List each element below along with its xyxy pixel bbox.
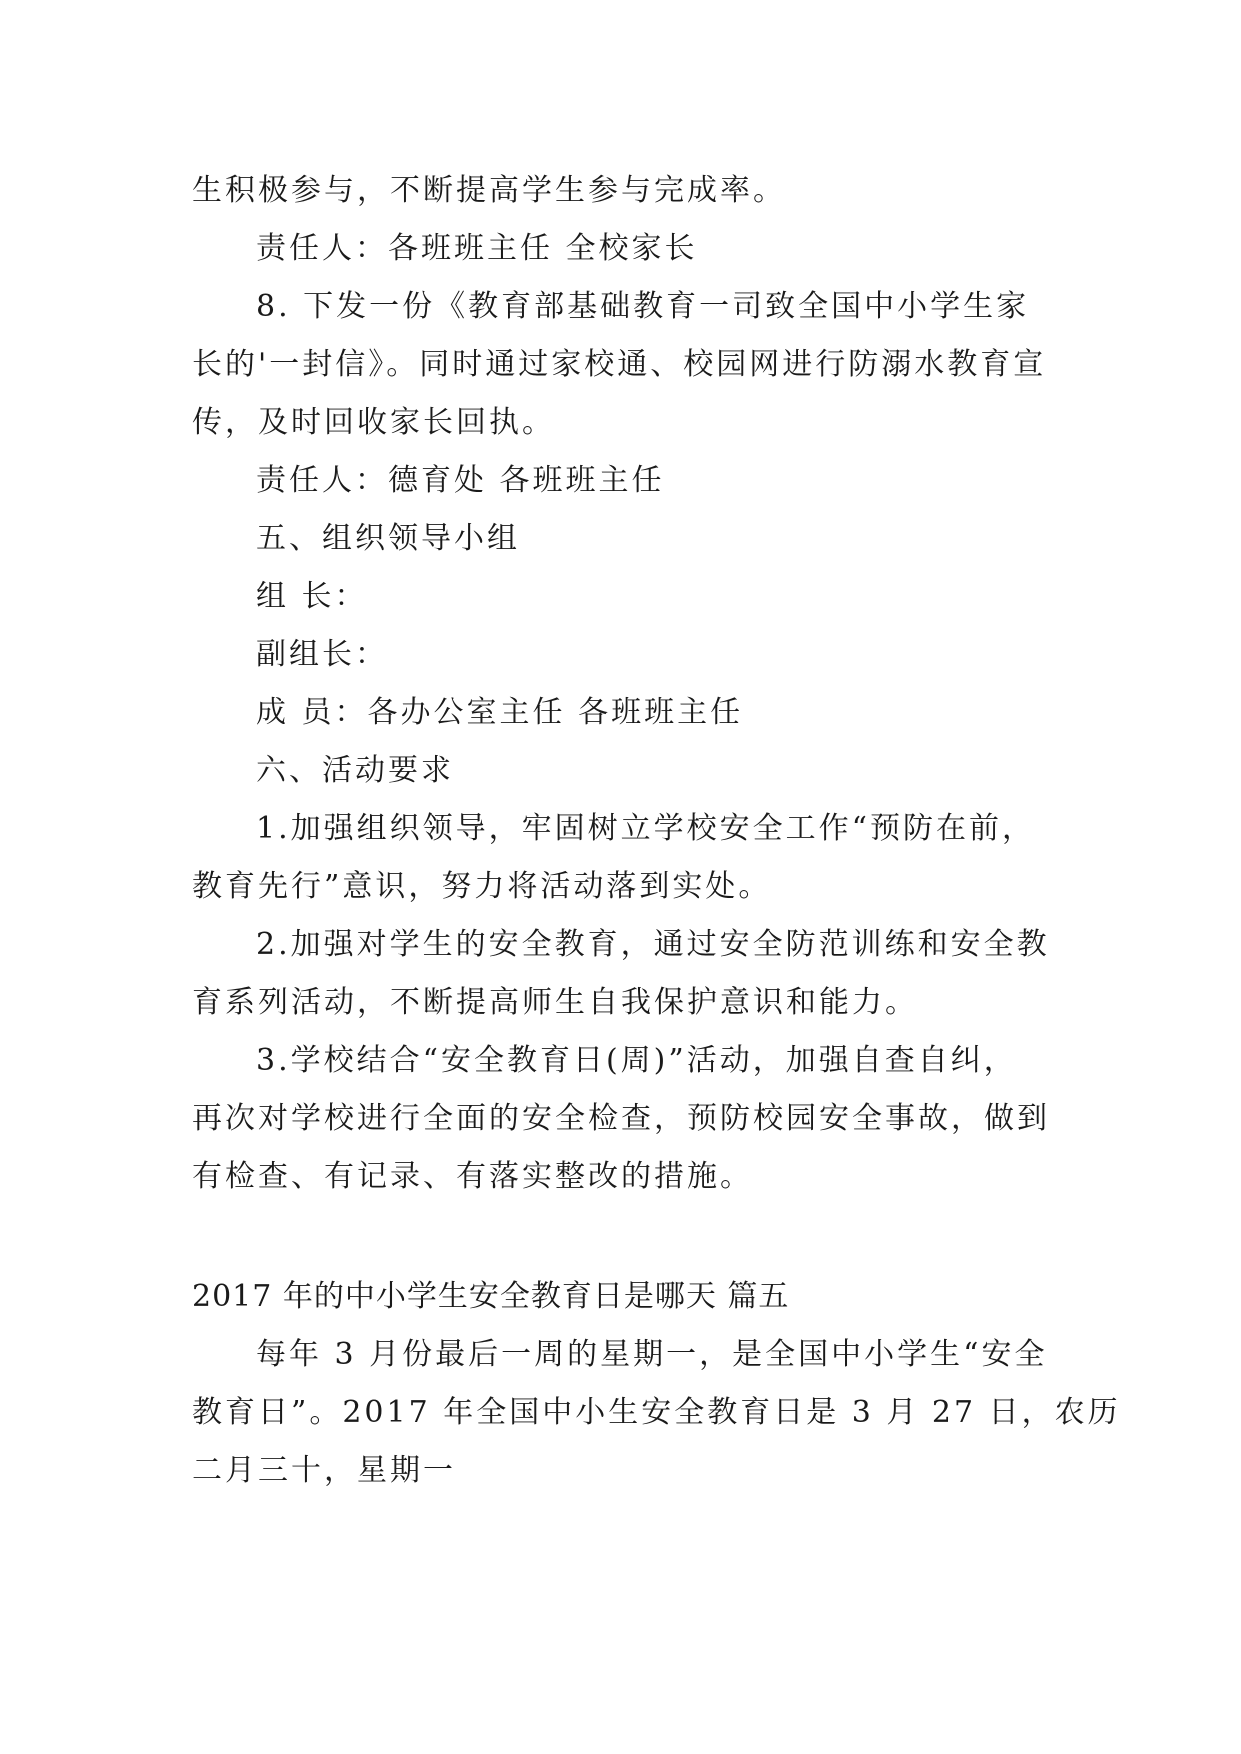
text-line: 六、活动要求: [256, 753, 454, 788]
text-line: 教育日”。2017 年全国中小生安全教育日是 3 月 27 日，农历: [192, 1395, 1121, 1430]
text-line: 责任人：德育处 各班班主任: [256, 463, 665, 498]
document-body: [192, 162, 1121, 1500]
text-line: 二月三十，星期一: [192, 1453, 456, 1488]
text-line: 8. 下发一份《教育部基础教育一司致全国中小学生家: [256, 289, 1030, 324]
text-line: 3.学校结合“安全教育日(周)”活动，加强自查自纠，: [256, 1043, 1017, 1078]
text-line: 每年 3 月份最后一周的星期一，是全国中小学生“安全: [256, 1337, 1048, 1372]
text-line: 成 员：各办公室主任 各班班主任: [256, 695, 744, 730]
text-line: 教育先行”意识，努力将活动落到实处。: [192, 869, 772, 904]
text-line: 长的'一封信》。同时通过家校通、校园网进行防溺水教育宣: [192, 347, 1047, 382]
paragraphs-part2: [192, 1326, 1121, 1500]
text-line: 责任人：各班班主任 全校家长: [256, 231, 698, 266]
text-line: 副组长：: [256, 637, 388, 672]
section-heading: 2017 年的中小学生安全教育日是哪天 篇五: [192, 1279, 790, 1314]
text-line: 2.加强对学生的安全教育，通过安全防范训练和安全教: [256, 927, 1050, 962]
text-line: 传，及时回收家长回执。: [192, 405, 555, 440]
text-line: 有检查、有记录、有落实整改的措施。: [192, 1159, 753, 1194]
section-gap: [192, 1206, 1062, 1268]
paragraphs-part1: [192, 162, 1062, 1206]
text-line: 生积极参与，不断提高学生参与完成率。: [192, 173, 786, 208]
text-line: 五、组织领导小组: [256, 521, 520, 556]
text-line: 育系列活动，不断提高师生自我保护意识和能力。: [192, 985, 918, 1020]
text-line: 1.加强组织领导，牢固树立学校安全工作“预防在前，: [256, 811, 1035, 846]
text-line: 组 长：: [256, 579, 368, 614]
text-line: 再次对学校进行全面的安全检查，预防校园安全事故，做到: [192, 1101, 1050, 1136]
